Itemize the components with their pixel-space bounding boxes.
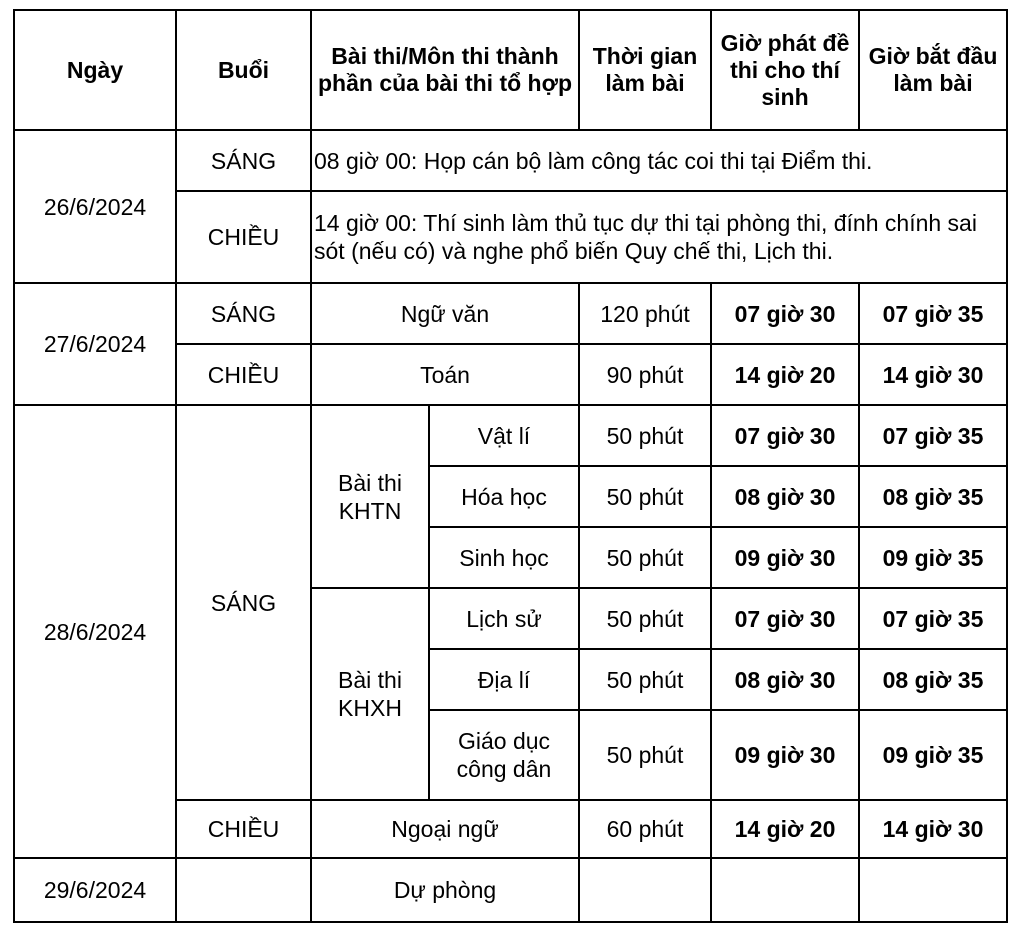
start-time-cell: 07 giờ 35 <box>859 588 1007 649</box>
header-buoi: Buổi <box>176 10 311 130</box>
subject-cell: Toán <box>311 344 579 405</box>
date-cell: 26/6/2024 <box>14 130 176 283</box>
group-cell-khxh: Bài thi KHXH <box>311 588 429 800</box>
start-time-cell: 14 giờ 30 <box>859 344 1007 405</box>
start-time-cell: 07 giờ 35 <box>859 405 1007 466</box>
table-row <box>14 130 1007 191</box>
session-cell: SÁNG <box>176 283 311 344</box>
table-row <box>14 283 1007 344</box>
dispatch-time-cell: 07 giờ 30 <box>711 405 859 466</box>
start-time-cell: 09 giờ 35 <box>859 527 1007 588</box>
duration-cell-empty <box>579 858 711 922</box>
session-cell: CHIỀU <box>176 344 311 405</box>
session-cell: CHIỀU <box>176 800 311 858</box>
start-time-cell: 07 giờ 35 <box>859 283 1007 344</box>
note-cell: 08 giờ 00: Họp cán bộ làm công tác coi thi tại Điểm thi. <box>311 130 1007 191</box>
subject-cell: Dự phòng <box>311 858 579 922</box>
dispatch-time-cell: 08 giờ 30 <box>711 649 859 710</box>
dispatch-time-cell: 09 giờ 30 <box>711 710 859 800</box>
header-gio-bat-dau: Giờ bắt đầu làm bài <box>859 10 1007 130</box>
duration-cell: 50 phút <box>579 527 711 588</box>
dispatch-time-cell: 14 giờ 20 <box>711 344 859 405</box>
duration-cell: 50 phút <box>579 588 711 649</box>
header-thoi-gian: Thời gian làm bài <box>579 10 711 130</box>
table-row <box>14 858 1007 922</box>
group-cell-khtn: Bài thi KHTN <box>311 405 429 588</box>
subject-cell: Sinh học <box>429 527 579 588</box>
table-row <box>14 405 1007 466</box>
session-cell-empty <box>176 858 311 922</box>
session-cell: SÁNG <box>176 405 311 800</box>
header-ngay: Ngày <box>14 10 176 130</box>
header-gio-phat-de: Giờ phát đề thi cho thí sinh <box>711 10 859 130</box>
subject-cell: Địa lí <box>429 649 579 710</box>
dispatch-time-cell: 08 giờ 30 <box>711 466 859 527</box>
exam-schedule <box>13 9 1008 923</box>
duration-cell: 60 phút <box>579 800 711 858</box>
dispatch-time-cell-empty <box>711 858 859 922</box>
subject-cell: Ngữ văn <box>311 283 579 344</box>
duration-cell: 50 phút <box>579 649 711 710</box>
duration-cell: 50 phút <box>579 405 711 466</box>
start-time-cell: 14 giờ 30 <box>859 800 1007 858</box>
session-cell: CHIỀU <box>176 191 311 283</box>
start-time-cell: 08 giờ 35 <box>859 466 1007 527</box>
duration-cell: 50 phút <box>579 466 711 527</box>
date-cell: 27/6/2024 <box>14 283 176 405</box>
session-cell: SÁNG <box>176 130 311 191</box>
subject-cell: Lịch sử <box>429 588 579 649</box>
subject-cell: Ngoại ngữ <box>311 800 579 858</box>
note-cell: 14 giờ 00: Thí sinh làm thủ tục dự thi tại phòng thi, đính chính sai sót (nếu có) và nghe phổ biến Quy chế thi, Lịch thi. <box>311 191 1007 283</box>
subject-cell: Giáo dục công dân <box>429 710 579 800</box>
header-row <box>14 10 1007 130</box>
dispatch-time-cell: 07 giờ 30 <box>711 588 859 649</box>
start-time-cell: 08 giờ 35 <box>859 649 1007 710</box>
dispatch-time-cell: 07 giờ 30 <box>711 283 859 344</box>
duration-cell: 120 phút <box>579 283 711 344</box>
date-cell: 28/6/2024 <box>14 405 176 858</box>
dispatch-time-cell: 14 giờ 20 <box>711 800 859 858</box>
date-cell: 29/6/2024 <box>14 858 176 922</box>
exam-schedule-table <box>13 9 1008 923</box>
duration-cell: 90 phút <box>579 344 711 405</box>
start-time-cell: 09 giờ 35 <box>859 710 1007 800</box>
subject-cell: Vật lí <box>429 405 579 466</box>
header-bai-thi: Bài thi/Môn thi thành phần của bài thi tổ hợp <box>311 10 579 130</box>
duration-cell: 50 phút <box>579 710 711 800</box>
dispatch-time-cell: 09 giờ 30 <box>711 527 859 588</box>
subject-cell: Hóa học <box>429 466 579 527</box>
start-time-cell-empty <box>859 858 1007 922</box>
